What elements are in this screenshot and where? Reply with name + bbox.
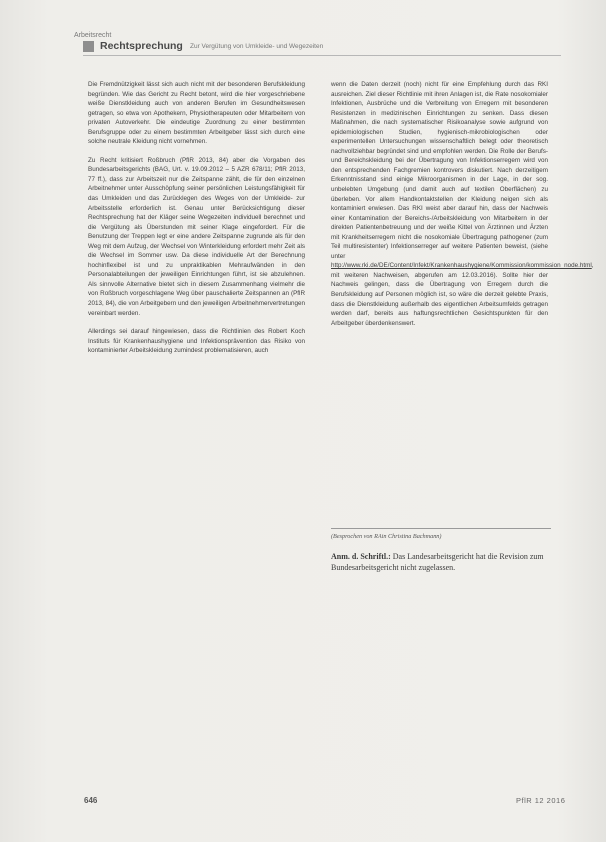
left-paragraph-3: Allerdings sei darauf hingewiesen, dass die Richtlinien des Robert Koch Instituts für Krankenhaushygiene und Infektionsprävention das Risiko von kontaminierter Arbeitskleidung zumindest problematisieren, auch <box>88 328 305 355</box>
annotation-label: Anm. d. Schriftl.: <box>331 552 391 561</box>
header-rule <box>83 55 561 56</box>
right-column <box>331 80 594 337</box>
journal-issue: PflR 12 2016 <box>516 796 566 805</box>
right-paragraph <box>331 80 594 328</box>
header-marker-square <box>83 41 94 52</box>
right-paragraph-text: wenn die Daten derzeit (noch) nicht für eine Empfehlung durch das RKI ausreichen. Ziel dieser Richtlinie mit ihren Anlagen ist, die Rate nosokomialer Infektionen, Ausbrüche und die Verbreitung von Erregern mit besonderen Resistenzen in medizinischen Einrichtungen zu senken. Dass diesen Maßnahmen, die nach systematischer Risikoanalyse sowie aufgrund von epidemiologischen Studien, hygienisch-mikrobiologischen oder experimentellen Untersuchungen wissenschaftlich belegt oder theoretisch nachvollziehbar begründet sind und empfohlen werden. Die Rolle der Berufs- und Bereichskleidung bei der Übertragung von Infektionserregern wird von den entsprechenden Fachgremien kontrovers diskutiert. Nach derzeitigem Erkenntnisstand sind einige Mikroorganismen in der Lage, in der sog. unbelebten Umgebung (und damit auch auf textilen Oberflächen) zu überleben. Vor allem Handkontaktstellen der Kleidung neigen sich als kontaminiert erwiesen. Das RKI weist aber darauf hin, dass der Nachweis einer Kontamination der Bereichs-/Arbeitskleidung von Mitarbeitern in der direkten Patientenbetreuung und der weiße Kittel von Ärztinnen und Ärzten mit Krankheitserregern nicht die nosokomiale Übertragung pathogener (zum Teil multiresistenter) Infektionserreger auf weitere Patienten beweist, (siehe unter <box>331 81 548 260</box>
page-title: Rechtsprechung <box>100 40 183 52</box>
page-number: 646 <box>84 796 98 805</box>
right-paragraph-continuation: , mit weiteren Nachweisen, abgerufen am 12.03.2016). Sollte hier der Nachweis gelingen, dass die Übertragung von Erregern durch die Berufskleidung auf Personen möglich ist, so wäre die derzeit gelebte Praxis, dass die Dienstkleidung außerhalb des eigentlichen Arbeitsumfelds getragen werden darf, bereits aus haftungsrechtlichen Gesichtspunkten für den Arbeitgeber überdenkenswert. <box>331 262 594 327</box>
author-note: (Besprochen von RAin Christina Bachmann) <box>331 533 442 540</box>
rki-link[interactable]: http://www.rki.de/DE/Content/Infekt/Krankenhaushygiene/Kommission/kommission_node.html <box>331 262 592 270</box>
note-separator <box>331 528 551 529</box>
page-subtitle: Zur Vergütung von Umkleide- und Wegezeiten <box>190 43 324 50</box>
left-paragraph-1: Die Fremdnützigkeit lässt sich auch nicht mit der besonderen Berufskleidung begründen. Wie das Gericht zu Recht betont, wird die hier vorgeschriebene weiße Dienstkleidung auch von anderen Berufen im Gesundheitswesen getragen, so etwa von Apothekern, Physiotherapeuten oder Mitarbeitern von privaten Autoverkehr. Die eindeutige Zuordnung zu einer bestimmten Berufsgruppe oder zu einem bestimmten Arbeitgeber lässt sich durch eine solche neutrale Kleidung nicht vornehmen. <box>88 81 305 146</box>
section-label: Arbeitsrecht <box>74 32 112 39</box>
left-paragraph-2: Zu Recht kritisiert Roßbruch (PflR 2013, 84) aber die Vorgaben des Bundesarbeitsgerichts (BAG, Urt. v. 19.09.2012 – 5 AZR 678/11; PflR 2013, 77 ff.), dass zur Arbeitszeit nur die Zeitspanne zählt, die für den einzelnen Arbeitnehmer unter Ausschöpfung seiner persönlichen Leistungsfähigkeit für das Umkleiden und das Zurücklegen des Weges von der Umkleide- zur Arbeitsstelle erforderlich ist. Genau unter Berücksichtigung dieser Rechtsprechung hat der Kläger seine Wegezeiten individuell berechnet und die Vergütung als Überstunden mit seiner Klage eingefordert. Für die Benutzung der Treppen legt er eine andere Zeitspanne zugrunde als für den Weg mit dem Aufzug, der Wechsel von Winterkleidung erfordert mehr Zeit als die Wechsel im Sommer usw. Da diese individuelle Art der Berechnung hochinflexibel ist und zu unpraktikablen Mehraufwänden in den Personalabteilungen der jeweiligen Einrichtungen führt, ist sie abzulehnen. Als sinnvolle Alternative bietet sich in diesem Zusammenhang vielmehr die von Roßbruch vorgeschlagene Weg über pauschalierte Zeitspannen an (PflR 2013, 84), die von Arbeitgebern und den jeweiligen Arbeitnehmervertretungen vereinbart werden. <box>88 156 305 317</box>
annotation <box>331 551 556 573</box>
left-column <box>88 80 305 365</box>
annotation-text: Das Landesarbeitsgericht hat die Revision zum Bundesarbeitsgericht nicht zugelassen. <box>331 552 544 572</box>
